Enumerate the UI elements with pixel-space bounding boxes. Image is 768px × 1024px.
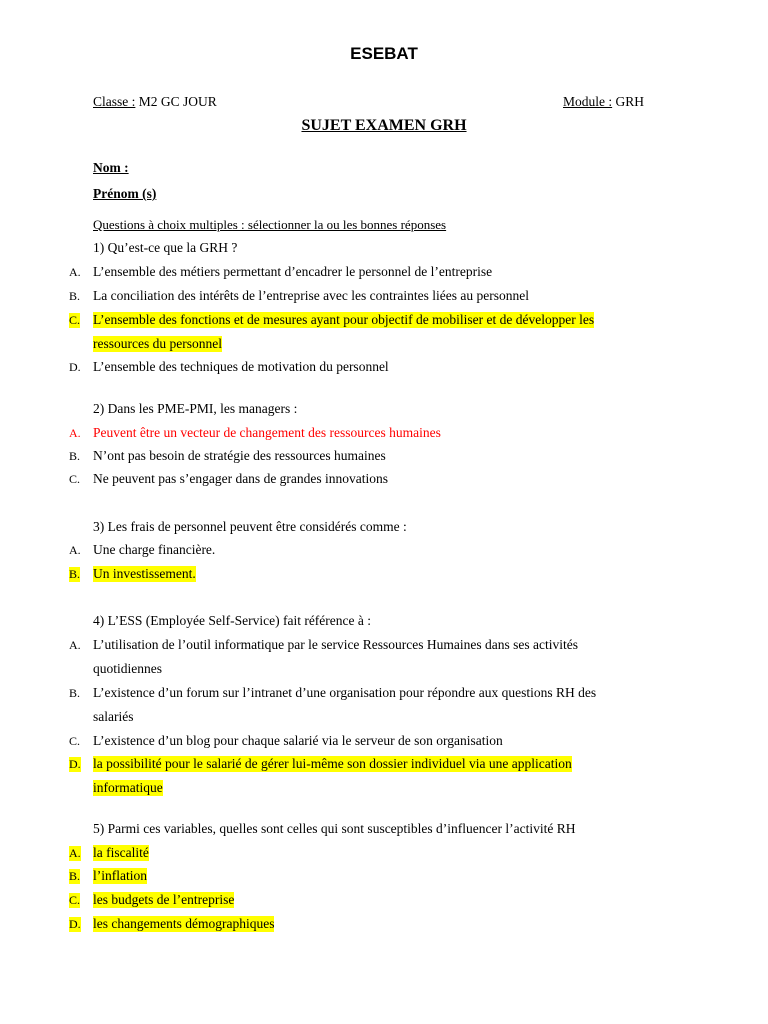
prenom-field: Prénom (s) [93, 186, 157, 201]
class-label: Classe : [93, 94, 136, 109]
option-text: L’ensemble des métiers permettant d’encadrer le personnel de l’entreprise [93, 264, 493, 279]
option-text: les budgets de l’entreprise [93, 892, 235, 907]
option-letter: A. [69, 638, 81, 652]
option-letter: D. [69, 360, 81, 374]
module-value: GRH [612, 94, 645, 109]
option-text: l’inflation [93, 868, 147, 883]
option-text: les changements démographiques [93, 916, 275, 931]
question-1: 1) Qu’est-ce que la GRH ? [93, 240, 238, 255]
option-letter: B. [69, 686, 81, 700]
option-text: L’utilisation de l’outil informatique par le service Ressources Humaines dans ses activités [93, 637, 579, 652]
option-letter: B. [69, 567, 81, 581]
option-text: Ne peuvent pas s’engager dans de grandes innovations [93, 471, 389, 486]
option-letter: A. [69, 543, 81, 557]
option-letter: D. [69, 917, 81, 931]
school-name: ESEBAT [350, 44, 418, 63]
option-text-continued: informatique [93, 780, 163, 795]
class-value: M2 GC JOUR [135, 94, 217, 109]
nom-field: Nom : [93, 160, 129, 175]
option-letter: A. [69, 265, 81, 279]
option-letter: C. [69, 313, 81, 327]
question-4: 4) L’ESS (Employée Self-Service) fait référence à : [93, 613, 372, 628]
option-text: Un investissement. [93, 566, 196, 581]
option-text: Une charge financière. [93, 542, 216, 557]
option-letter: C. [69, 893, 81, 907]
module-line [563, 94, 644, 110]
option-text-continued: quotidiennes [93, 661, 162, 676]
option-text: N’ont pas besoin de stratégie des ressources humaines [93, 448, 386, 463]
option-text: la fiscalité [93, 845, 149, 860]
module-label: Module : [563, 94, 613, 109]
option-letter: C. [69, 472, 81, 486]
option-letter: A. [69, 846, 81, 860]
question-5: 5) Parmi ces variables, quelles sont celles qui sont susceptibles d’influencer l’activité RH [93, 821, 576, 836]
option-text: L’existence d’un blog pour chaque salarié via le serveur de son organisation [93, 733, 503, 748]
option-letter: B. [69, 449, 81, 463]
option-letter: A. [69, 426, 81, 440]
option-text: la possibilité pour le salarié de gérer lui-même son dossier individuel via une application [93, 756, 572, 771]
instructions: Questions à choix multiples : sélectionner la ou les bonnes réponses [93, 217, 447, 232]
option-text: Peuvent être un vecteur de changement des ressources humaines [93, 425, 441, 440]
question-2: 2) Dans les PME-PMI, les managers : [93, 401, 298, 416]
question-3: 3) Les frais de personnel peuvent être considérés comme : [93, 519, 407, 534]
option-letter: C. [69, 734, 81, 748]
option-text: L’ensemble des fonctions et de mesures ayant pour objectif de mobiliser et de développer les [93, 312, 595, 327]
option-text: L’ensemble des techniques de motivation du personnel [93, 359, 389, 374]
option-text: La conciliation des intérêts de l’entreprise avec les contraintes liées au personnel [93, 288, 529, 303]
option-text-continued: salariés [93, 709, 134, 724]
option-text-continued: ressources du personnel [93, 336, 222, 351]
option-letter: D. [69, 757, 81, 771]
class-line [93, 94, 217, 110]
option-letter: B. [69, 289, 81, 303]
option-text: L’existence d’un forum sur l’intranet d’une organisation pour répondre aux questions RH des [93, 685, 597, 700]
exam-title: SUJET EXAMEN GRH [301, 117, 467, 134]
option-letter: B. [69, 869, 81, 883]
